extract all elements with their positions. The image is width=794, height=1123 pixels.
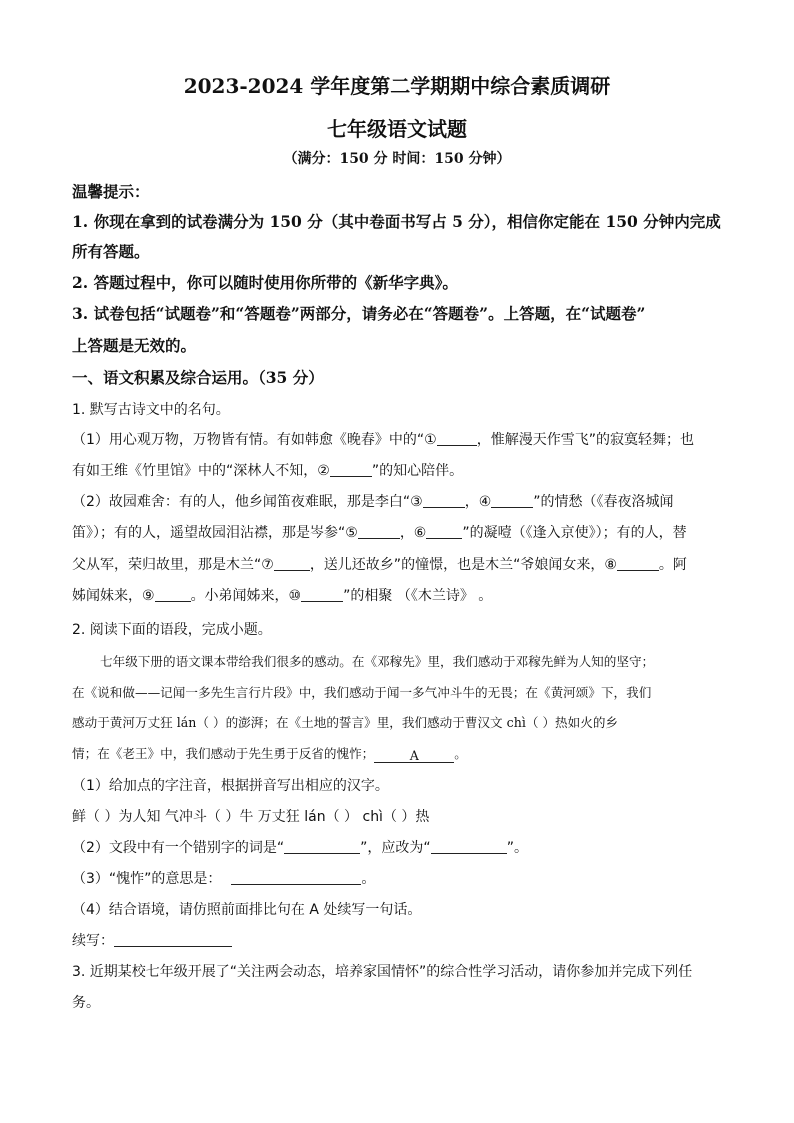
q2-sub1: （1）给加点的字注音，根据拼音写出相应的汉字。 xyxy=(72,778,389,794)
answer-blank[interactable] xyxy=(231,870,361,885)
q1-part2-line3: 父从军，荣归故里，那是木兰“⑦ ，送儿还故乡”的憧憬，也是木兰“爷娘闻女来，⑧ 。阿 xyxy=(72,557,687,573)
q1-part2-line4: 姊闻妹来，⑨ 。小弟闻姊来，⑩ ”的相聚 （《木兰诗》 。 xyxy=(72,588,493,604)
answer-blank-a[interactable]: A xyxy=(374,746,454,763)
q3-line2: 务。 xyxy=(72,995,100,1011)
q2-sub1-items: 鲜（ ）为人知 气冲斗（ ）牛 万丈狂 lán（ ） chì（ ）热 xyxy=(72,809,430,825)
answer-blank[interactable] xyxy=(274,556,310,571)
q1-stem: 1. 默写古诗文中的名句。 xyxy=(72,402,230,418)
q2-passage-line2: 在《说和做——记闻一多先生言行片段》中，我们感动于闻一多气冲斗牛的无畏；在《黄河颂》下，我们 xyxy=(72,685,652,700)
answer-blank[interactable] xyxy=(426,524,462,539)
answer-blank[interactable] xyxy=(431,839,507,854)
answer-blank[interactable] xyxy=(301,587,343,602)
answer-blank[interactable] xyxy=(617,556,659,571)
answer-blank[interactable] xyxy=(491,493,533,508)
exam-subtitle: 七年级语文试题 xyxy=(327,117,467,141)
tip-line-2: 所有答题。 xyxy=(72,242,150,261)
q2-sub2: （2）文段中有一个错别字的词是“ ”，应改为“ ”。 xyxy=(72,840,528,856)
q1-part1-line2: 有如王维《竹里馆》中的“深林人不知，② ”的知心陪伴。 xyxy=(72,463,464,479)
answer-blank[interactable] xyxy=(284,839,360,854)
q2-sub3: （3）“愧怍”的意思是： 。 xyxy=(72,871,376,887)
q1-part2-line2: 笛》）；有的人，遥望故园泪沾襟，那是岑参“⑤ ，⑥ ”的凝噎（《逢入京使》）；有的人，替 xyxy=(72,525,687,541)
tip-line-1: 1. 你现在拿到的试卷满分为 150 分（其中卷面书写占 5 分），相信你定能在 150 分钟内完成 xyxy=(72,212,721,231)
answer-blank[interactable] xyxy=(437,431,477,446)
q2-continue: 续写： xyxy=(72,931,232,951)
section-heading: 一、语文积累及综合运用。（35 分） xyxy=(72,368,324,387)
tip-line-4: 3. 试卷包括“试题卷”和“答题卷”两部分，请务必在“答题卷”。上答题，在“试题卷” xyxy=(72,304,646,323)
answer-blank[interactable] xyxy=(155,587,191,602)
q2-passage-line3: 感动于黄河万丈狂 lán（ ）的澎湃；在《土地的誓言》里，我们感动于曹汉文 chì（ ）热如火的乡 xyxy=(72,715,619,730)
answer-blank[interactable] xyxy=(114,932,232,947)
exam-title: 2023-2024 学年度第二学期期中综合素质调研 xyxy=(183,74,611,98)
q3-line1: 3. 近期某校七年级开展了“关注两会动态，培养家国情怀”的综合性学习活动，请你参加并完成下列任 xyxy=(72,964,693,980)
tips-heading: 温馨提示： xyxy=(72,182,150,201)
tip-line-3: 2. 答题过程中，你可以随时使用你所带的《新华字典》。 xyxy=(72,273,458,292)
q2-stem: 2. 阅读下面的语段，完成小题。 xyxy=(72,622,272,638)
answer-blank[interactable] xyxy=(330,462,372,477)
answer-blank[interactable] xyxy=(423,493,465,508)
exam-meta: （满分：150 分 时间：150 分钟） xyxy=(283,151,511,167)
q1-part1-line1: （1）用心观万物，万物皆有情。有如韩愈《晚春》中的“① ，惟解漫天作雪飞”的寂寞轻舞；也 xyxy=(72,432,694,448)
q2-passage-line1: 七年级下册的语文课本带给我们很多的感动。在《邓稼先》里，我们感动于邓稼先鲜为人知的坚守； xyxy=(100,654,655,669)
q2-sub4: （4）结合语境，请仿照前面排比句在 A 处续写一句话。 xyxy=(72,902,422,918)
q1-part2-line1: （2）故园难舍：有的人，他乡闻笛夜难眠，那是李白“③ ，④ ”的情愁（《春夜洛城闻 xyxy=(72,494,674,510)
tip-line-5: 上答题是无效的。 xyxy=(72,336,197,355)
q2-passage-line4: 情；在《老王》中，我们感动于先生勇于反省的愧怍； A 。 xyxy=(72,746,467,763)
answer-blank[interactable] xyxy=(358,524,400,539)
